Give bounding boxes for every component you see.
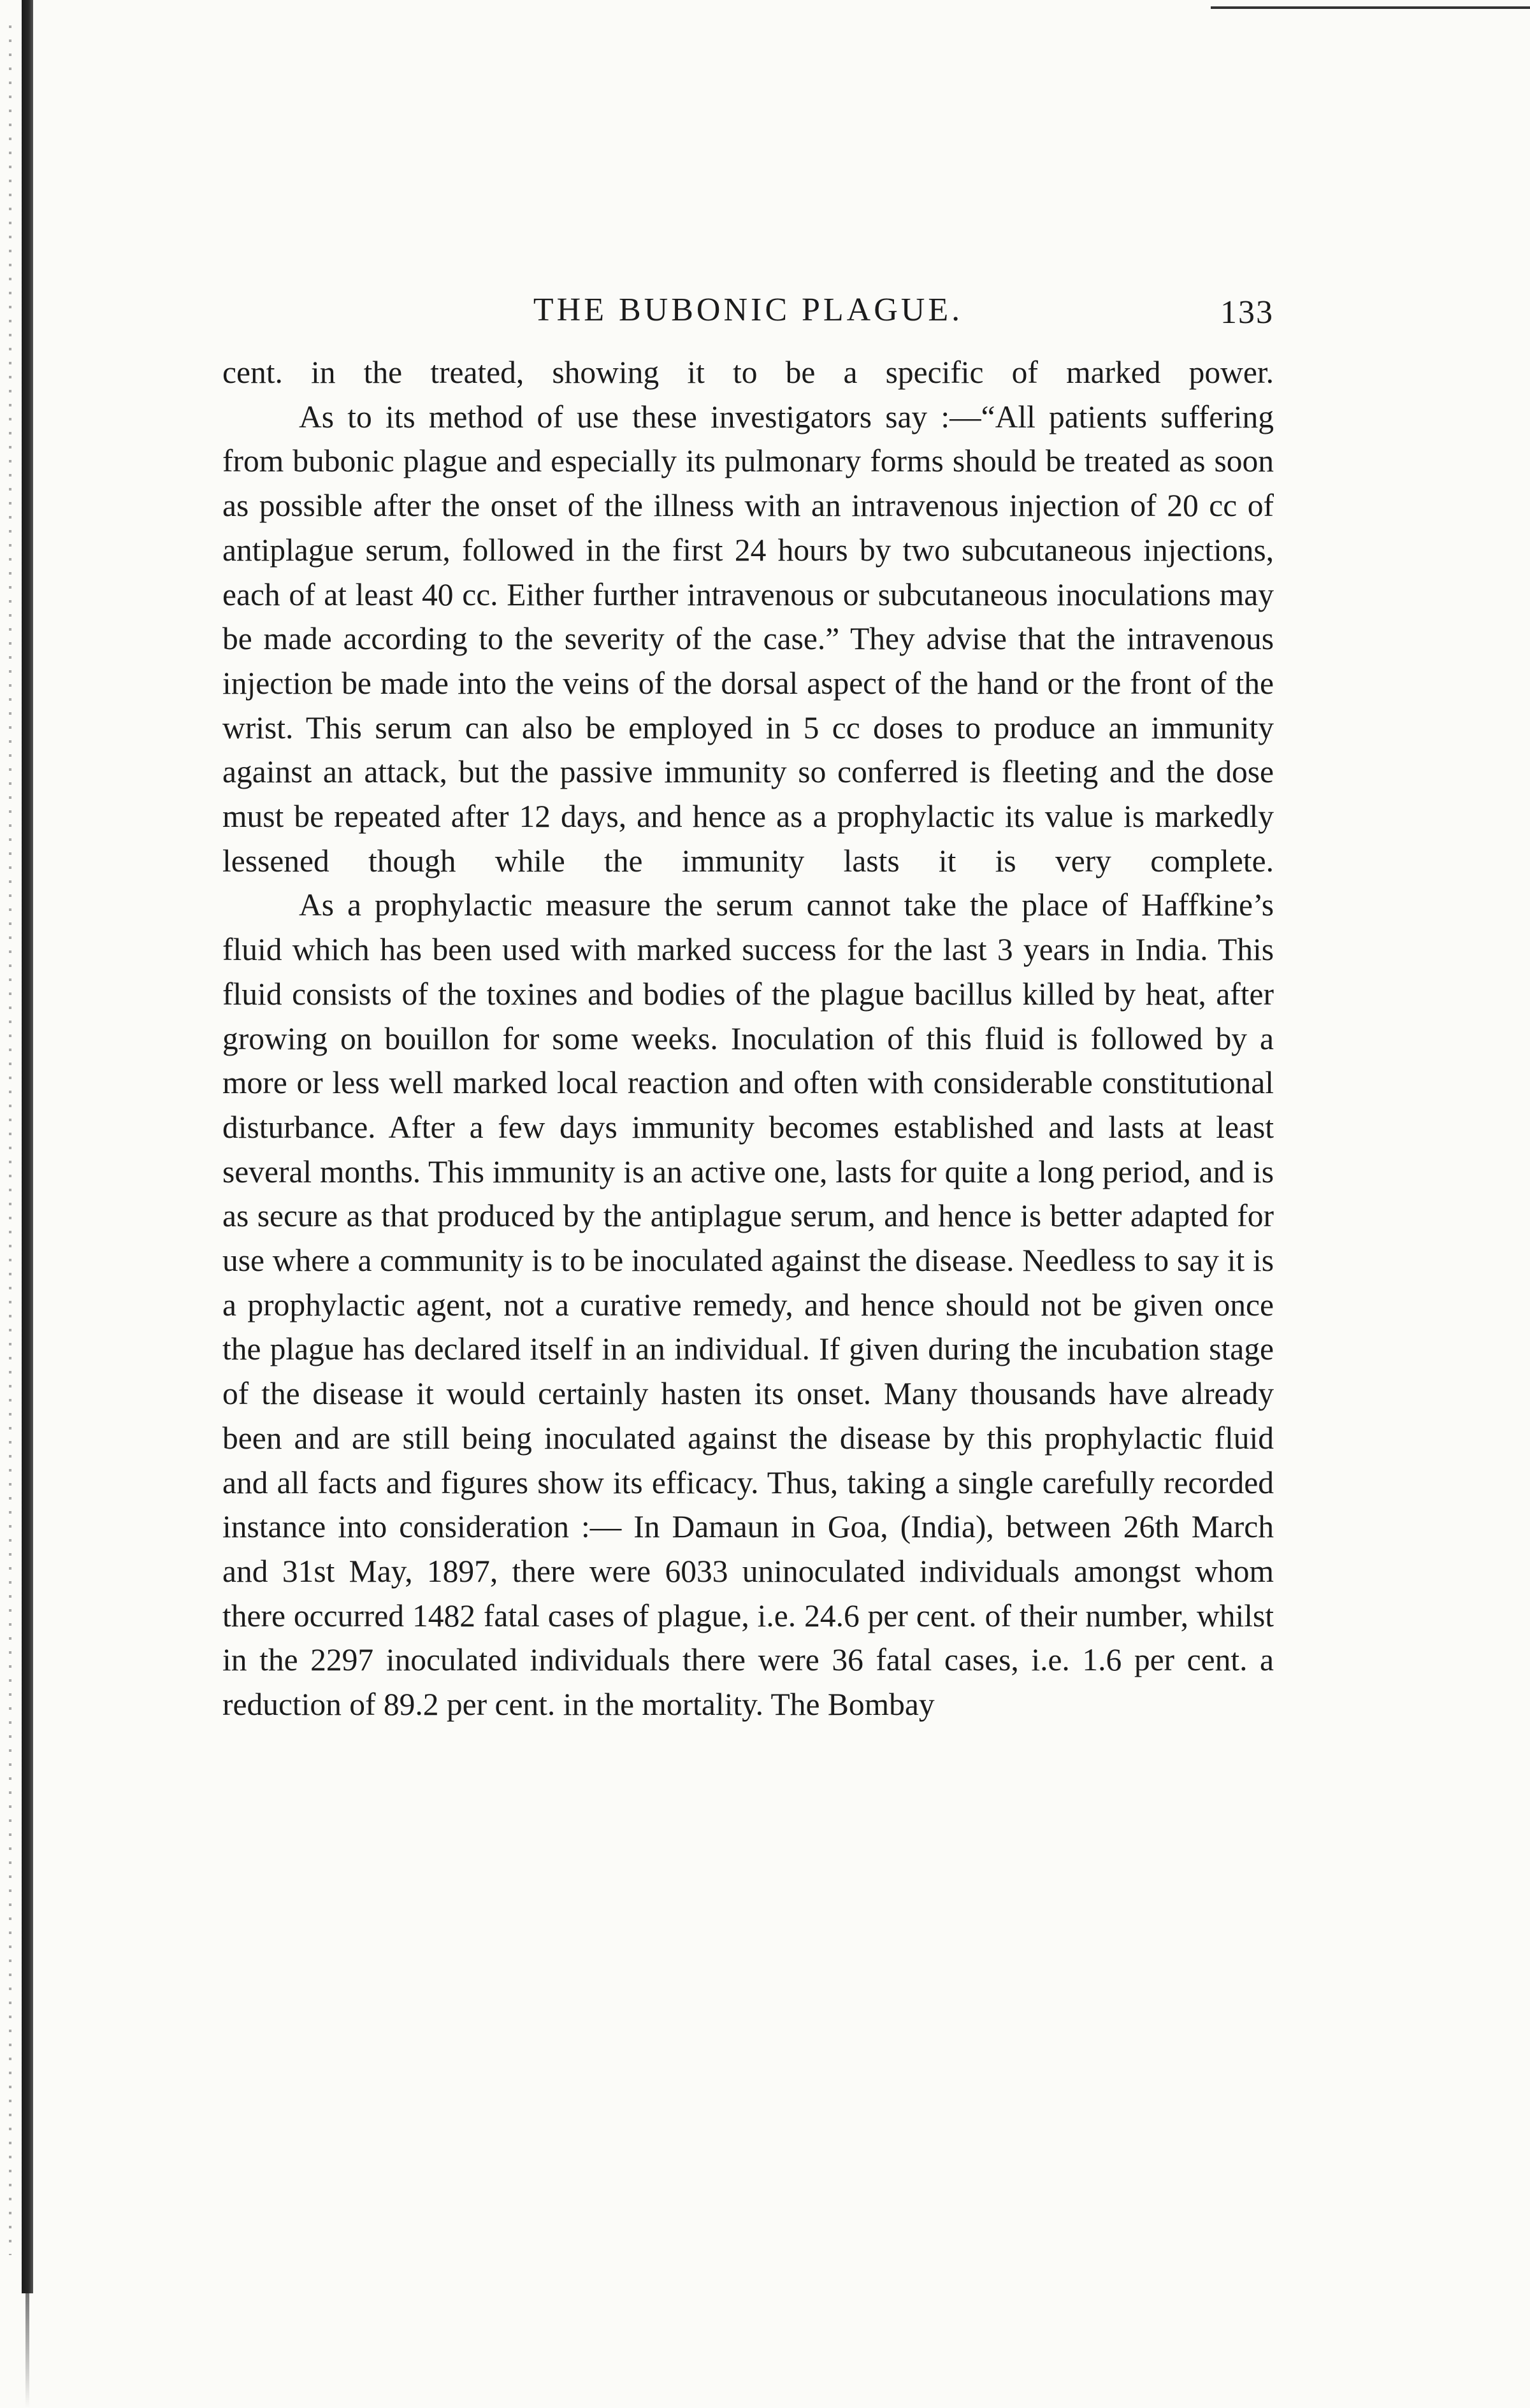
binding-edge <box>22 0 33 2293</box>
top-edge-rule <box>1211 6 1530 9</box>
binding-shadow-left <box>9 25 11 2255</box>
binding-edge-fade <box>25 2293 29 2408</box>
paragraph-continuation: cent. in the treated, showing it to be a specific of marked power. <box>222 355 1274 390</box>
running-head <box>222 288 1274 333</box>
paragraph-method-of-use: As to its method of use these investigators say :—“All patients suffering from bubonic plague and especially its pulmonary forms should be treated as soon as possible after the onset of the illness with an intravenous injection of 20 cc of antiplague serum, followed in the first 24 hours by two subcutaneous injections, each of at least 40 cc. Either further intravenous or subcutaneous inoculations may be made according to the severity of the case.” They advise that the intravenous injection be made into the veins of the dorsal aspect of the hand or the front of the wrist. This serum can also be employed in 5 cc doses to produce an immunity against an attack, but the passive immunity so conferred is fleeting and the dose must be repeated after 12 days, and hence as a prophylactic its value is markedly lessened though while the immunity lasts it is very complete. <box>222 399 1274 878</box>
page-number: 133 <box>1220 294 1274 331</box>
body-text <box>222 350 1274 1727</box>
running-title: THE BUBONIC PLAGUE. <box>533 292 963 328</box>
paragraph-prophylactic-measure: As a prophylactic measure the serum cannot take the place of Haffkine’s fluid which has been used with marked success for the last 3 years in India. This fluid consists of the toxines and bodies of the plague bacillus killed by heat, after growing on bouillon for some weeks. Inoculation of this fluid is followed by a more or less well marked local reaction and often with considerable constitutional disturbance. After a few days immunity becomes established and lasts at least several months. This immunity is an active one, lasts for quite a long period, and is as secure as that produced by the antiplague serum, and hence is better adapted for use where a community is to be inoculated against the disease. Needless to say it is a prophylactic agent, not a curative remedy, and hence should not be given once the plague has declared itself in an individual. If given during the incubation stage of the disease it would certainly hasten its onset. Many thousands have already been and are still being inoculated against the disease by this prophylactic fluid and all facts and figures show its efficacy. Thus, taking a single carefully recorded instance into consideration :— In Damaun in Goa, (India), between 26th March and 31st May, 1897, there were 6033 uninoculated individuals amongst whom there occurred 1482 fatal cases of plague, i.e. 24.6 per cent. of their number, whilst in the 2297 inoculated individuals there were 36 fatal cases, i.e. 1.6 per cent. a reduction of 89.2 per cent. in the mortality. The Bombay <box>222 887 1274 1723</box>
